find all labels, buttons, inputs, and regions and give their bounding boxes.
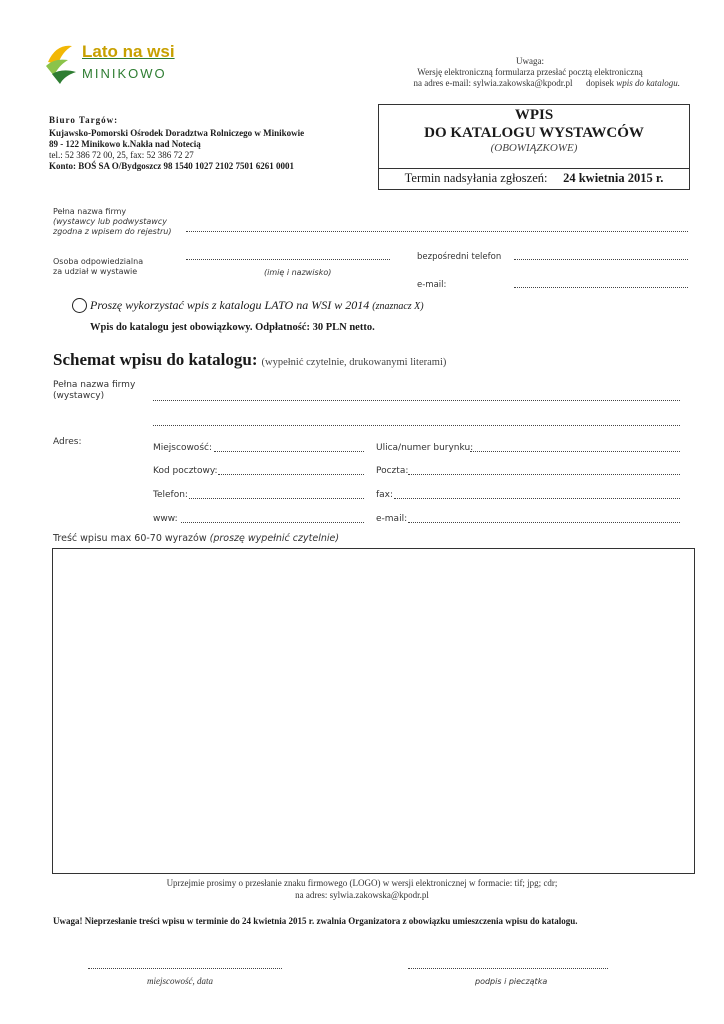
contact-company-l2: (wystawcy lub podwystawcy	[53, 217, 167, 226]
footer-logo-l1: Uprzejmie prosimy o przesłanie znaku firmowego (LOGO) w wersji elektronicznej w formacie: tif; jpg; cdr;	[166, 878, 558, 888]
reuse-text-main: Proszę wykorzystać wpis z katalogu LATO na WSI w 2014	[90, 298, 370, 312]
schema-fax-label: fax:	[376, 490, 394, 500]
deadline-label: Termin nadsyłania zgłoszeń:	[404, 171, 548, 185]
title-line1: WPIS	[514, 107, 554, 123]
notice-line3	[380, 78, 680, 89]
schema-city-label: Miejscowość:	[153, 443, 212, 453]
schema-company-label	[53, 380, 135, 402]
contact-person-label	[53, 257, 143, 277]
schema-phone-label: Telefon:	[153, 490, 188, 500]
schema-post-field[interactable]	[408, 474, 680, 475]
schema-heading	[53, 350, 446, 370]
schema-content-textarea[interactable]	[52, 548, 695, 874]
logo	[42, 40, 192, 88]
deadline	[379, 168, 689, 191]
logo-sun-icon	[42, 40, 82, 84]
contact-company-label	[53, 207, 171, 237]
schema-email-field[interactable]	[408, 522, 680, 523]
notice	[380, 56, 680, 89]
reuse-text	[90, 298, 424, 313]
signature-place-label: miejscowość, data	[147, 976, 213, 986]
contact-person-field[interactable]	[186, 259, 390, 260]
title-line2: DO KATALOGU WYSTAWCÓW	[424, 125, 644, 141]
contact-person-l2: za udział w wystawie	[53, 267, 138, 276]
organizer-line3: tel.: 52 386 72 00, 25, fax: 52 386 72 27	[49, 150, 194, 160]
contact-company-l1: Pełna nazwa firmy	[53, 207, 127, 216]
contact-company-field[interactable]	[186, 231, 688, 232]
organizer	[49, 115, 369, 172]
schema-postal-label: Kod pocztowy:	[153, 466, 218, 476]
contact-person-l1: Osoba odpowiedzialna	[53, 257, 144, 266]
organizer-line2: 89 - 122 Minikowo k.Nakła nad Notecią	[49, 139, 201, 149]
signature-stamp-label: podpis i pieczątka	[475, 977, 548, 986]
schema-www-label: www:	[153, 514, 178, 524]
schema-address-label: Adres:	[53, 437, 82, 447]
notice-line2: Wersję elektroniczną formularza przesłać pocztą elektroniczną	[417, 67, 643, 77]
schema-fax-field[interactable]	[394, 498, 680, 499]
reuse-text-hint: (znaznacz X)	[372, 301, 424, 312]
title-box	[378, 104, 690, 190]
footer-warning: Uwaga! Nieprzesłanie treści wpisu w terminie do 24 kwietnia 2015 r. zwalnia Organizatora z obowiązku umieszczenia wpisu do katalogu.	[53, 916, 578, 926]
schema-city-field[interactable]	[214, 451, 364, 452]
notice-dopisek-value: wpis do katalogu.	[616, 78, 680, 88]
schema-www-field[interactable]	[181, 522, 364, 523]
logo-top-text: Lato na wsi	[82, 42, 175, 61]
deadline-value: 24 kwietnia 2015 r.	[563, 171, 664, 185]
footer-logo-l2: na adres: sylwia.zakowska@kpodr.pl	[295, 890, 429, 900]
footer-logo-request	[40, 877, 684, 901]
reuse-fee: Wpis do katalogu jest obowiązkowy. Odpłatność: 30 PLN netto.	[90, 322, 375, 333]
contact-email-field[interactable]	[514, 287, 688, 288]
schema-company-l2: (wystawcy)	[53, 391, 105, 401]
contact-person-hint: (imię i nazwisko)	[264, 268, 332, 277]
schema-content-label-main: Treść wpisu max 60-70 wyrazów	[53, 533, 207, 544]
contact-email-label: e-mail:	[417, 280, 447, 290]
schema-street-label: Ulica/numer burynku:	[376, 443, 474, 453]
signature-stamp-field[interactable]	[408, 968, 608, 969]
organizer-line1: Kujawsko-Pomorski Ośrodek Doradztwa Rolniczego w Minikowie	[49, 128, 305, 138]
schema-postal-field[interactable]	[218, 474, 364, 475]
schema-content-label	[53, 533, 339, 544]
title-line3: (OBOWIĄZKOWE)	[490, 142, 578, 154]
contact-phone-label: bezpośredni telefon	[417, 252, 502, 262]
schema-content-label-hint: (proszę wypełnić czytelnie)	[209, 533, 340, 544]
contact-phone-field[interactable]	[514, 259, 688, 260]
schema-phone-field[interactable]	[189, 498, 364, 499]
organizer-title: Biuro Targów:	[49, 115, 119, 125]
schema-company-field-1[interactable]	[153, 400, 680, 401]
schema-company-field-2[interactable]	[153, 425, 680, 426]
notice-line1: Uwaga:	[516, 56, 544, 66]
schema-company-l1: Pełna nazwa firmy	[53, 380, 136, 390]
contact-company-l3: zgodna z wpisem do rejestru)	[53, 227, 172, 236]
signature-place-field[interactable]	[88, 968, 282, 969]
reuse-checkbox[interactable]	[72, 298, 87, 313]
schema-heading-hint: (wypełnić czytelnie, drukowanymi literami)	[261, 357, 447, 368]
logo-bottom-text: MINIKOWO	[82, 66, 167, 81]
schema-heading-title: Schemat wpisu do katalogu:	[53, 350, 258, 369]
organizer-line4: Konto: BOŚ SA O/Bydgoszcz 98 1540 1027 2102 7501 6261 0001	[49, 161, 295, 171]
schema-street-field[interactable]	[470, 451, 680, 452]
schema-post-label: Poczta:	[376, 466, 409, 476]
schema-email-label: e-mail:	[376, 514, 408, 524]
notice-email: na adres e-mail: sylwia.zakowska@kpodr.pl	[413, 78, 573, 88]
notice-dopisek: dopisek	[585, 78, 614, 88]
